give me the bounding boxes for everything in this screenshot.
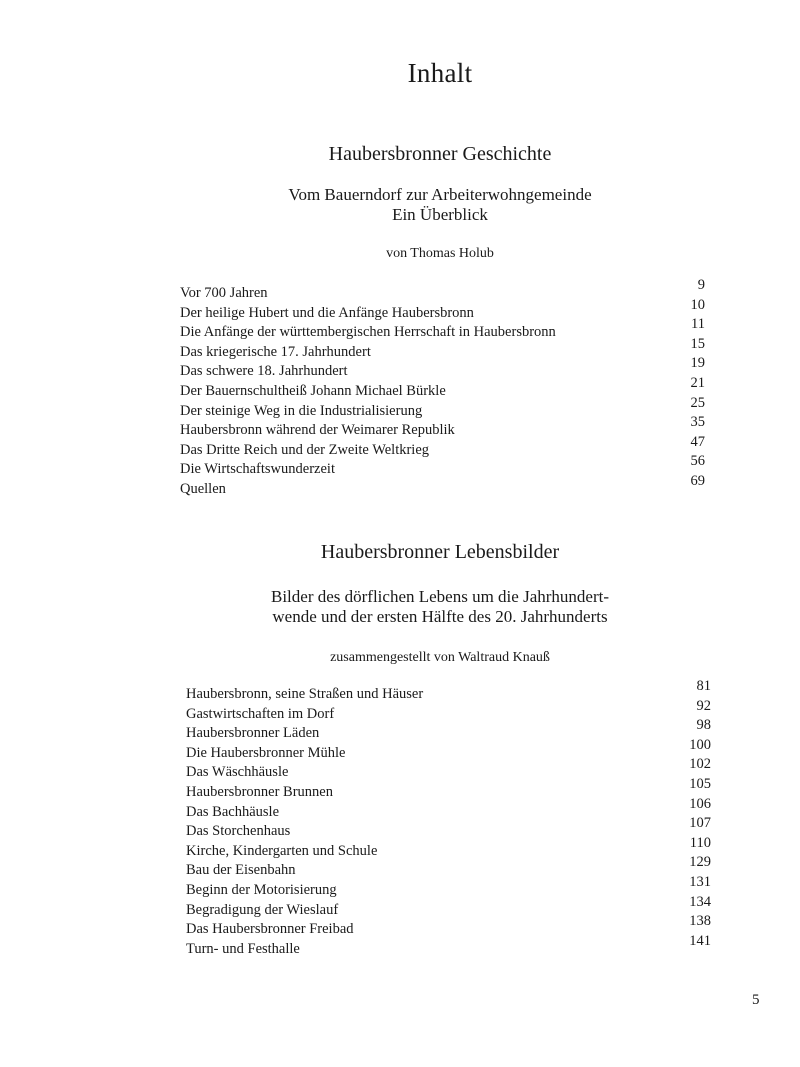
toc-entry [186, 697, 713, 726]
toc-entry-page-number: 110 [689, 834, 711, 851]
subtitle-line: Ein Überblick [392, 205, 488, 224]
subtitle-line: Bilder des dörflichen Lebens um die Jahrhundert- [270, 587, 609, 606]
section-title-lebensbilder: Haubersbronner Lebensbilder [320, 541, 560, 563]
toc-entry [180, 335, 710, 364]
toc-entry-page-number: 21 [690, 374, 705, 391]
toc-entry-title: Beginn der Motorisierung [186, 881, 337, 898]
toc-entry-title: Das Wäschhäusle [186, 764, 289, 781]
toc-entry [180, 433, 710, 462]
toc-entry-title: Die Anfänge der württembergischen Herrschaft in Haubersbronn [180, 324, 556, 341]
toc-entry-page-number: 9 [697, 277, 705, 293]
toc-entry-page-number: 131 [689, 873, 711, 890]
toc-entry [186, 775, 713, 804]
toc-entry-page-number: 102 [689, 756, 711, 773]
section-author-geschichte: von Thomas Holub [386, 246, 494, 261]
page-number: 5 [752, 992, 760, 1008]
toc-entry-title: Die Wirtschaftswunderzeit [180, 461, 335, 478]
toc-entry-title: Der heilige Hubert und die Anfänge Haubersbronn [180, 304, 474, 321]
toc-entry-page-number: 11 [691, 316, 705, 333]
toc-entry-title: Die Haubersbronner Mühle [186, 744, 346, 761]
toc-entry [186, 854, 713, 882]
section-title-geschichte: Haubersbronner Geschichte [328, 143, 552, 165]
toc-list-lebensbilder [186, 678, 713, 960]
toc-entry-page-number: 106 [689, 795, 711, 812]
toc-entry-page-number: 141 [689, 932, 711, 949]
toc-entry-title: Bau der Eisenbahn [186, 862, 296, 879]
section-author-lebensbilder: zusammengestellt von Waltraud Knauß [330, 650, 550, 665]
toc-entry [180, 394, 710, 423]
toc-entry [186, 717, 713, 745]
toc-entry [186, 756, 713, 784]
toc-entry-page-number: 138 [689, 913, 711, 930]
toc-entry-title: Das Haubersbronner Freibad [186, 921, 354, 938]
toc-entry-title: Das Bachhäusle [186, 803, 280, 820]
toc-entry-page-number: 129 [689, 854, 711, 871]
toc-entry-page-number: 69 [690, 472, 705, 489]
page-title: Inhalt [407, 58, 473, 88]
toc-entry-page-number: 25 [690, 394, 705, 411]
toc-entry [186, 834, 713, 863]
toc-entry-title: Haubersbronn, seine Straßen und Häuser [186, 686, 424, 702]
toc-entry-page-number: 35 [690, 414, 705, 431]
section-subtitle-lebensbilder [0, 587, 800, 627]
toc-entry-title: Das kriegerische 17. Jahrhundert [180, 343, 371, 360]
toc-entry-title: Haubersbronn während der Weimarer Republik [180, 422, 455, 439]
toc-entry-title: Das Dritte Reich und der Zweite Weltkrieg [180, 441, 430, 458]
toc-entry [180, 453, 710, 481]
toc-entry-page-number: 81 [696, 678, 711, 694]
subtitle-line: wende und der ersten Hälfte des 20. Jahrhunderts [272, 607, 608, 626]
section-subtitle-geschichte [0, 185, 800, 225]
toc-entry-page-number: 105 [689, 775, 711, 792]
toc-entry [180, 316, 710, 344]
toc-entry-title: Der steinige Weg in die Industrialisierung [180, 402, 423, 419]
toc-entry-title: Haubersbronner Läden [186, 725, 320, 742]
toc-entry [180, 472, 710, 501]
toc-entry [186, 815, 713, 843]
toc-entry-page-number: 107 [689, 815, 711, 832]
toc-entry [186, 893, 713, 922]
toc-entry-page-number: 98 [696, 717, 711, 734]
toc-entry-title: Das Storchenhaus [186, 823, 291, 840]
toc-entry [186, 873, 713, 902]
toc-entry-page-number: 15 [690, 335, 705, 352]
toc-entry-title: Der Bauernschultheiß Johann Michael Bürkle [180, 382, 446, 399]
toc-entry-title: Quellen [180, 480, 226, 497]
subtitle-line: Vom Bauerndorf zur Arbeiterwohngemeinde [288, 185, 592, 204]
toc-entry-page-number: 134 [689, 893, 711, 910]
toc-entry-title: Turn- und Festhalle [186, 940, 300, 957]
toc-entry [186, 678, 713, 706]
toc-entry-title: Vor 700 Jahren [180, 285, 268, 301]
toc-entry-title: Begradigung der Wieslauf [186, 901, 339, 918]
toc-entry-page-number: 47 [690, 433, 705, 450]
toc-entry [186, 932, 713, 961]
toc-entry [180, 355, 710, 383]
toc-entry [180, 296, 710, 325]
toc-entry-page-number: 92 [696, 697, 711, 714]
toc-entry-page-number: 56 [690, 453, 705, 470]
toc-entry-page-number: 100 [689, 736, 711, 753]
toc-entry-page-number: 19 [690, 355, 705, 372]
toc-entry [180, 414, 710, 442]
toc-entry [186, 795, 713, 824]
toc-entry [186, 913, 713, 941]
toc-entry-title: Gastwirtschaften im Dorf [186, 705, 335, 722]
toc-entry-title: Haubersbronner Brunnen [186, 783, 333, 800]
toc-entry [180, 277, 710, 305]
toc-list-geschichte [180, 277, 710, 501]
toc-entry [180, 374, 710, 403]
toc-entry-page-number: 10 [690, 296, 705, 313]
toc-entry [186, 736, 713, 765]
toc-entry-title: Das schwere 18. Jahrhundert [180, 363, 348, 380]
toc-entry-title: Kirche, Kindergarten und Schule [186, 842, 378, 859]
